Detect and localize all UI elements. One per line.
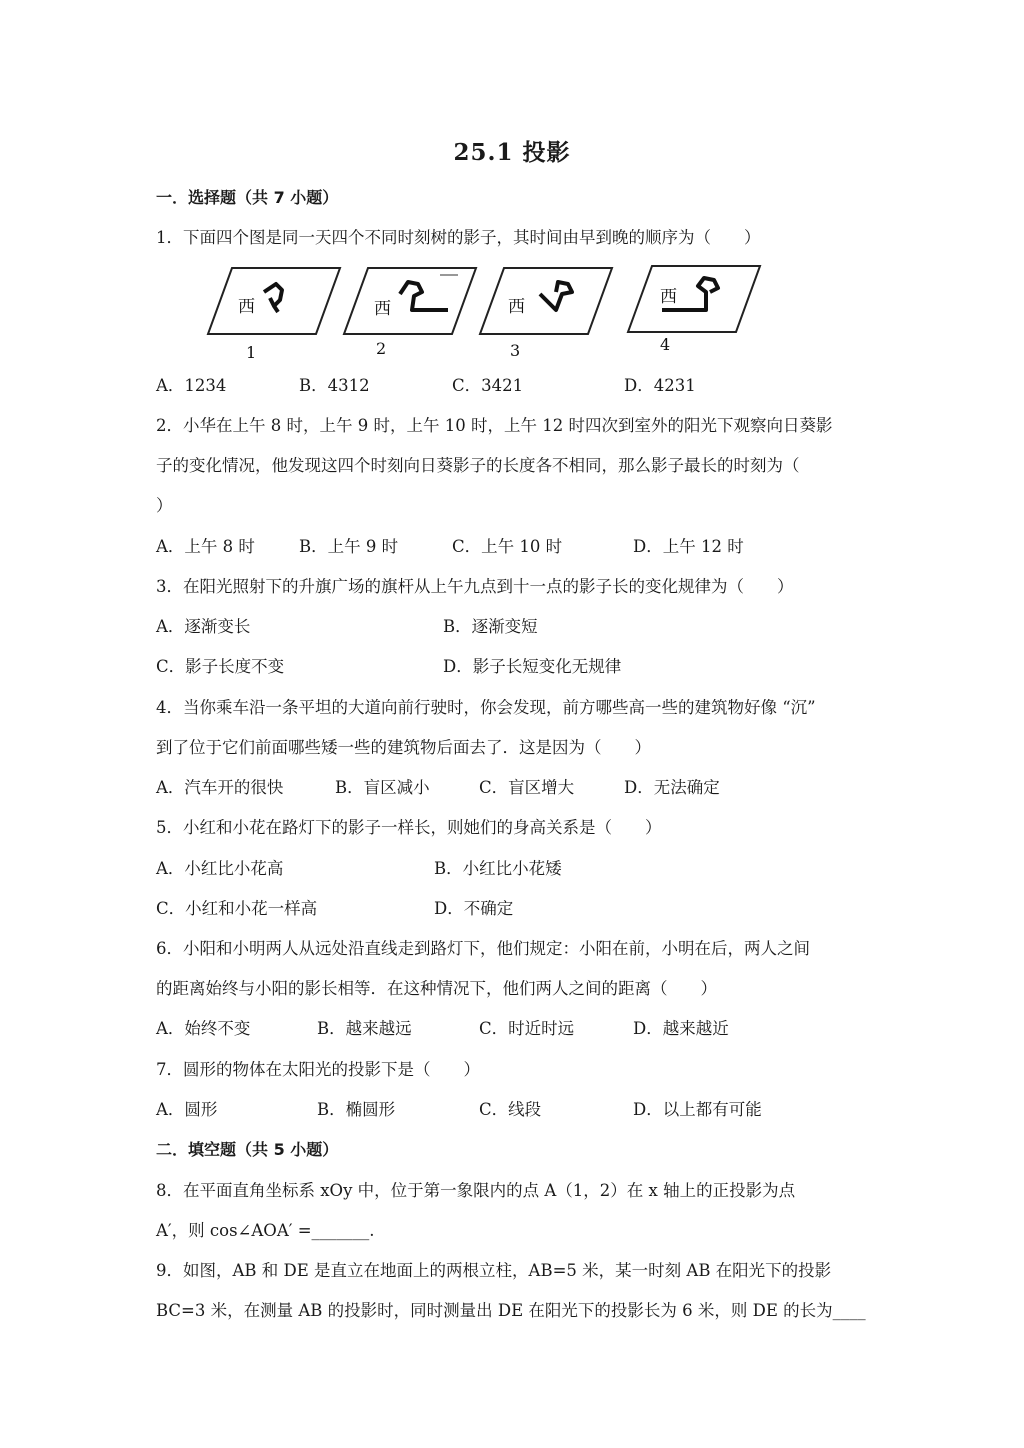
question-8-text-line-2: A′，则 cos∠AOA′ =_______.	[156, 1221, 375, 1240]
panel-4-number: 4	[660, 335, 671, 354]
panel-4-direction-label: 西	[660, 287, 677, 307]
panel-3-direction-label: 西	[508, 297, 525, 317]
question-2-text-line-2: 子的变化情况，他发现这四个时刻向日葵影子的长度各不相同，那么影子最长的时刻为（	[156, 456, 800, 475]
q2-option-c: C．上午 10 时	[452, 537, 563, 556]
panel-3-tree-shadow	[540, 282, 572, 310]
q7-option-b: B．椭圆形	[317, 1100, 396, 1119]
q6-option-b: B．越来越远	[317, 1019, 412, 1038]
q4-option-c: C．盲区增大	[479, 778, 575, 797]
q4-option-b: B．盲区减小	[335, 778, 430, 797]
question-2-text-line-1: 2．小华在上午 8 时，上午 9 时，上午 10 时，上午 12 时四次到室外的阳光下观察向日葵影	[156, 416, 833, 435]
q4-option-a: A．汽车开的很快	[156, 778, 284, 797]
tree-shadow-figure	[200, 256, 780, 368]
panel-3-number: 3	[510, 341, 521, 360]
q7-option-c: C．线段	[479, 1100, 542, 1119]
q1-option-c: C．3421	[452, 376, 524, 395]
q3-option-a: A．逐渐变长	[156, 617, 251, 636]
q5-option-b: B．小红比小花矮	[434, 859, 562, 878]
question-8-text-line-1: 8．在平面直角坐标系 xOy 中，位于第一象限内的点 A（1，2）在 x 轴上的正投影为点	[156, 1181, 796, 1200]
panel-2-ground	[344, 268, 476, 334]
panel-1-number: 1	[246, 343, 257, 362]
question-6-text-line-1: 6．小阳和小明两人从远处沿直线走到路灯下，他们规定：小阳在前，小明在后，两人之间	[156, 939, 810, 958]
q2-option-a: A．上午 8 时	[156, 537, 255, 556]
figure-panel-2	[344, 268, 476, 358]
q5-option-a: A．小红比小花高	[156, 859, 284, 878]
figure-panel-3	[480, 268, 612, 360]
tree-shadow-figure-svg	[200, 256, 780, 368]
question-5-text: 5．小红和小花在路灯下的影子一样长，则她们的身高关系是（ ）	[156, 818, 662, 837]
question-9-text-line-2: BC=3 米，在测量 AB 的投影时，同时测量出 DE 在阳光下的投影长为 6 米，则 DE 的长为____	[156, 1301, 866, 1320]
question-4-text-line-2: 到了位于它们前面哪些矮一些的建筑物后面去了．这是因为（ ）	[156, 738, 651, 757]
question-2-text-line-3: ）	[156, 496, 173, 515]
panel-2-direction-label: 西	[374, 299, 391, 319]
panel-4-ground	[628, 266, 760, 332]
q6-option-c: C．时近时远	[479, 1019, 575, 1038]
question-9-text-line-1: 9．如图，AB 和 DE 是直立在地面上的两根立柱，AB=5 米，某一时刻 AB 在阳光下的投影	[156, 1261, 832, 1280]
q7-option-a: A．圆形	[156, 1100, 218, 1119]
figure-panel-4	[628, 266, 760, 354]
figure-panel-1	[208, 268, 340, 362]
q5-option-d: D．不确定	[434, 899, 514, 918]
panel-2-tree-shadow	[400, 282, 448, 310]
q4-option-d: D．无法确定	[624, 778, 720, 797]
q6-option-a: A．始终不变	[156, 1019, 251, 1038]
section-heading-fill-in: 二．填空题（共 5 小题）	[156, 1140, 339, 1159]
q1-option-d: D．4231	[624, 376, 696, 395]
q7-option-d: D．以上都有可能	[633, 1100, 762, 1119]
q2-option-b: B．上午 9 时	[299, 537, 399, 556]
q3-option-c: C．影子长度不变	[156, 657, 285, 676]
section-heading-choice: 一．选择题（共 7 小题）	[156, 188, 339, 207]
question-4-text-line-1: 4．当你乘车沿一条平坦的大道向前行驶时，你会发现，前方哪些高一些的建筑物好像 “沉”	[156, 698, 816, 717]
question-3-text: 3．在阳光照射下的升旗广场的旗杆从上午九点到十一点的影子长的变化规律为（ ）	[156, 577, 794, 596]
q5-option-c: C．小红和小花一样高	[156, 899, 318, 918]
q3-option-b: B．逐渐变短	[443, 617, 538, 636]
q2-option-d: D．上午 12 时	[633, 537, 744, 556]
panel-1-ground	[208, 268, 340, 334]
question-1-text: 1．下面四个图是同一天四个不同时刻树的影子，其时间由早到晚的顺序为（ ）	[156, 228, 761, 247]
page-title: 25.1 投影	[453, 139, 571, 166]
panel-2-number: 2	[376, 339, 387, 358]
panel-1-tree-shadow	[264, 284, 282, 312]
q1-option-a: A．1234	[156, 376, 227, 395]
q1-option-b: B．4312	[299, 376, 370, 395]
question-7-text: 7．圆形的物体在太阳光的投影下是（ ）	[156, 1060, 480, 1079]
q6-option-d: D．越来越近	[633, 1019, 729, 1038]
q3-option-d: D．影子长短变化无规律	[443, 657, 622, 676]
panel-1-direction-label: 西	[238, 297, 255, 317]
question-6-text-line-2: 的距离始终与小阳的影长相等．在这种情况下，他们两人之间的距离（ ）	[156, 979, 717, 998]
